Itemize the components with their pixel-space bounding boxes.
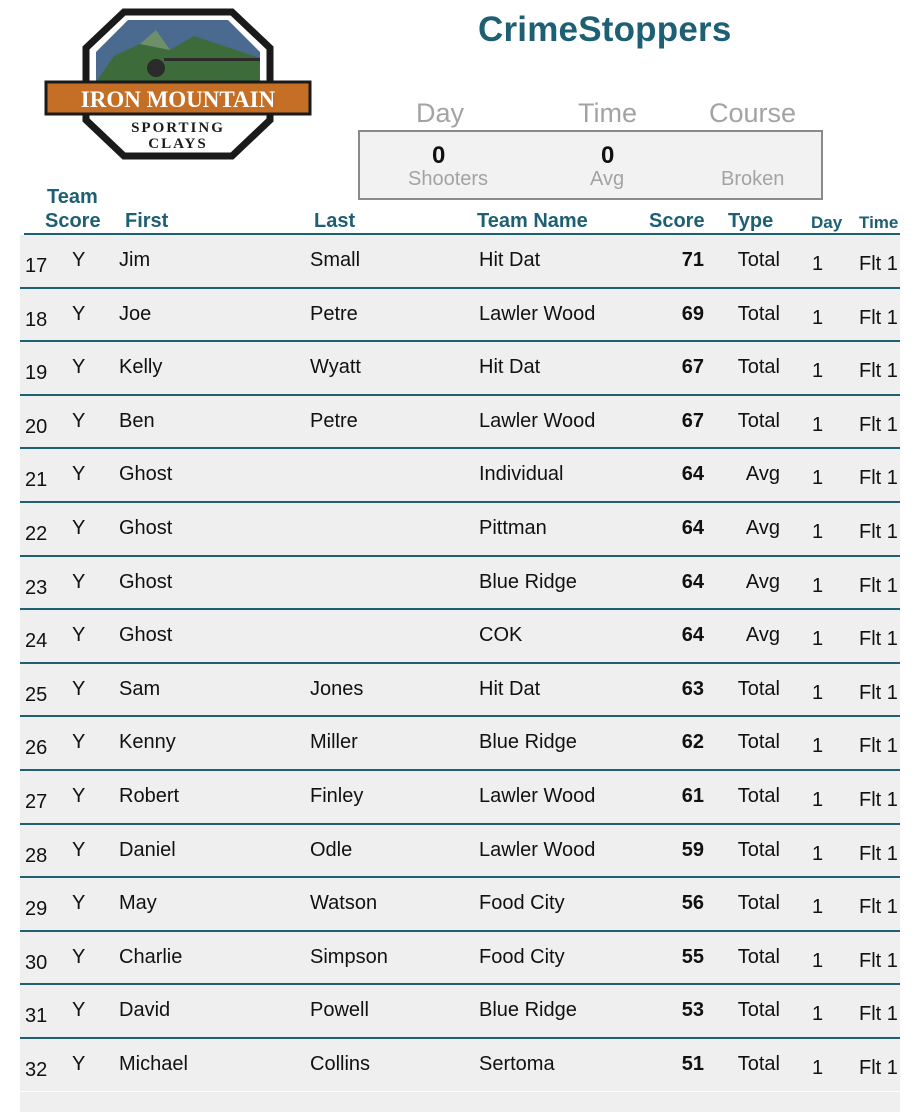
logo-subtitle-2: CLAYS (148, 136, 208, 152)
first-name-cell: Ben (119, 409, 155, 432)
team-name-cell: Lawler Wood (479, 302, 596, 325)
score-cell: 62 (681, 731, 704, 754)
first-name-cell: Ghost (119, 463, 173, 486)
table-row (20, 235, 900, 289)
time-cell: Flt 1 (859, 520, 898, 543)
first-name-cell: Kelly (119, 356, 163, 379)
team-score-cell: Y (72, 463, 86, 486)
rank-cell: 24 (25, 630, 48, 653)
time-cell: Flt 1 (859, 253, 898, 275)
team-score-cell: Y (72, 302, 86, 325)
first-name-cell: May (119, 892, 157, 915)
last-name-cell: Powell (310, 999, 369, 1022)
table-row (20, 449, 900, 503)
team-score-cell: Y (72, 249, 86, 271)
table-row (20, 664, 900, 718)
shooters-value: 0 (432, 142, 446, 169)
team-name-cell: Blue Ridge (479, 999, 577, 1022)
first-name-cell: Joe (119, 302, 152, 325)
type-cell: Total (737, 731, 780, 754)
last-name-cell: Petre (310, 302, 358, 325)
time-cell: Flt 1 (859, 949, 898, 972)
score-cell: 63 (681, 677, 704, 700)
score-cell: 64 (681, 463, 704, 486)
type-cell: Total (737, 784, 780, 807)
table-row (20, 610, 900, 664)
team-name-cell: Pittman (479, 516, 547, 539)
last-name-cell: Collins (310, 1052, 371, 1075)
day-cell: 1 (812, 788, 824, 811)
table-row (20, 289, 900, 343)
time-cell: Flt 1 (859, 681, 898, 704)
table-row (20, 771, 900, 825)
rank-cell: 17 (25, 255, 48, 277)
type-cell: Total (737, 677, 780, 700)
rank-cell: 31 (25, 1005, 48, 1028)
type-cell: Avg (745, 624, 780, 647)
first-name-cell: Jim (119, 249, 151, 271)
broken-label: Broken (721, 168, 785, 190)
header-team-score-line1: Team (47, 186, 98, 208)
avg-label: Avg (590, 168, 625, 190)
team-score-cell: Y (72, 677, 86, 700)
day-cell: 1 (812, 681, 824, 704)
last-name-cell: Petre (310, 409, 358, 432)
type-cell: Total (737, 838, 780, 861)
first-name-cell: David (119, 999, 171, 1022)
time-cell: Flt 1 (859, 413, 898, 436)
first-name-cell: Ghost (119, 570, 173, 593)
time-cell: Flt 1 (859, 360, 898, 383)
score-cell: 51 (681, 1052, 704, 1075)
type-cell: Avg (745, 463, 780, 486)
type-cell: Total (737, 302, 780, 325)
team-score-cell: Y (72, 731, 86, 754)
time-cell: Flt 1 (859, 574, 898, 597)
summary-course-label: Course (709, 98, 797, 128)
rank-cell: 26 (25, 737, 48, 760)
team-name-cell: Lawler Wood (479, 784, 596, 807)
table-continuation (20, 1092, 900, 1112)
type-cell: Total (737, 409, 780, 432)
last-name-cell: Simpson (310, 945, 388, 968)
first-name-cell: Ghost (119, 516, 173, 539)
score-cell: 67 (681, 356, 704, 379)
type-cell: Total (737, 945, 780, 968)
type-cell: Total (737, 1052, 780, 1075)
time-cell: Flt 1 (859, 628, 898, 651)
table-row (20, 1039, 900, 1091)
rank-cell: 18 (25, 308, 48, 331)
event-title: CrimeStoppers (478, 10, 732, 49)
table-row (20, 932, 900, 986)
team-name-cell: Hit Dat (479, 677, 541, 700)
type-cell: Total (737, 892, 780, 915)
type-cell: Total (737, 999, 780, 1022)
summary-box (358, 130, 823, 200)
team-score-cell: Y (72, 945, 86, 968)
day-cell: 1 (812, 413, 824, 436)
table-row (20, 396, 900, 450)
team-name-cell: Hit Dat (479, 249, 541, 271)
score-cell: 53 (681, 999, 704, 1022)
team-name-cell: Lawler Wood (479, 409, 596, 432)
team-name-cell: Hit Dat (479, 356, 541, 379)
table-row (20, 825, 900, 879)
last-name-cell: Small (310, 249, 361, 271)
rank-cell: 27 (25, 790, 48, 813)
score-cell: 55 (681, 945, 704, 968)
last-name-cell: Jones (310, 677, 364, 700)
type-cell: Total (737, 356, 780, 379)
team-score-cell: Y (72, 624, 86, 647)
last-name-cell: Odle (310, 838, 353, 861)
first-name-cell: Kenny (119, 731, 176, 754)
time-cell: Flt 1 (859, 735, 898, 758)
team-name-cell: Individual (479, 463, 564, 486)
logo-title: IRON MOUNTAIN (80, 87, 276, 112)
table-row (20, 342, 900, 396)
rank-cell: 23 (25, 576, 48, 599)
team-name-cell: COK (479, 624, 523, 647)
team-score-cell: Y (72, 570, 86, 593)
first-name-cell: Daniel (119, 838, 176, 861)
header-score: Score (649, 210, 705, 232)
team-score-cell: Y (72, 838, 86, 861)
rank-cell: 30 (25, 951, 48, 974)
time-cell: Flt 1 (859, 1003, 898, 1026)
summary-day-label: Day (416, 98, 465, 128)
rank-cell: 28 (25, 844, 48, 867)
first-name-cell: Michael (119, 1052, 188, 1075)
table-row (20, 503, 900, 557)
shooters-label: Shooters (408, 168, 489, 190)
table-row (20, 878, 900, 932)
avg-value: 0 (601, 142, 615, 169)
last-name-cell: Watson (310, 892, 378, 915)
type-cell: Avg (745, 516, 780, 539)
time-cell: Flt 1 (859, 788, 898, 811)
header-team-score-line2: Score (45, 210, 101, 232)
first-name-cell: Robert (119, 784, 180, 807)
rank-cell: 29 (25, 898, 48, 921)
type-cell: Total (737, 249, 780, 271)
rank-cell: 22 (25, 522, 48, 545)
first-name-cell: Ghost (119, 624, 173, 647)
rank-cell: 25 (25, 683, 48, 706)
table-row (20, 557, 900, 611)
score-cell: 64 (681, 570, 704, 593)
logo-subtitle-1: SPORTING (131, 120, 225, 136)
day-cell: 1 (812, 520, 824, 543)
team-name-cell: Blue Ridge (479, 731, 577, 754)
team-score-cell: Y (72, 356, 86, 379)
team-score-cell: Y (72, 1052, 86, 1075)
team-score-cell: Y (72, 784, 86, 807)
score-cell: 59 (681, 838, 704, 861)
rank-cell: 21 (25, 469, 48, 492)
day-cell: 1 (812, 1056, 824, 1079)
day-cell: 1 (812, 574, 824, 597)
last-name-cell: Wyatt (310, 356, 361, 379)
team-score-cell: Y (72, 999, 86, 1022)
day-cell: 1 (812, 467, 824, 490)
score-cell: 71 (681, 249, 704, 271)
first-name-cell: Charlie (119, 945, 183, 968)
last-name-cell: Miller (310, 731, 358, 754)
header-time: Time (859, 213, 899, 232)
time-cell: Flt 1 (859, 896, 898, 919)
rank-cell: 19 (25, 362, 48, 385)
rank-cell: 32 (25, 1058, 48, 1081)
rank-cell: 20 (25, 415, 48, 438)
score-cell: 69 (681, 302, 704, 325)
day-cell: 1 (812, 842, 824, 865)
score-cell: 67 (681, 409, 704, 432)
team-score-cell: Y (72, 516, 86, 539)
score-cell: 61 (681, 784, 704, 807)
header-last: Last (314, 210, 356, 232)
table-row (20, 985, 900, 1039)
time-cell: Flt 1 (859, 306, 898, 329)
header-team-name: Team Name (477, 210, 588, 232)
time-cell: Flt 1 (859, 842, 898, 865)
time-cell: Flt 1 (859, 1056, 898, 1079)
time-cell: Flt 1 (859, 467, 898, 490)
score-cell: 64 (681, 624, 704, 647)
day-cell: 1 (812, 360, 824, 383)
team-name-cell: Food City (479, 945, 565, 968)
day-cell: 1 (812, 253, 824, 275)
first-name-cell: Sam (119, 677, 161, 700)
day-cell: 1 (812, 949, 824, 972)
header-day: Day (811, 213, 843, 232)
team-name-cell: Lawler Wood (479, 838, 596, 861)
day-cell: 1 (812, 1003, 824, 1026)
results-table (20, 235, 900, 1091)
team-name-cell: Food City (479, 892, 565, 915)
score-cell: 64 (681, 516, 704, 539)
table-row (20, 717, 900, 771)
header-type: Type (728, 210, 774, 232)
day-cell: 1 (812, 306, 824, 329)
day-cell: 1 (812, 896, 824, 919)
summary-time-label: Time (578, 98, 637, 128)
team-score-cell: Y (72, 892, 86, 915)
score-cell: 56 (681, 892, 704, 915)
type-cell: Avg (745, 570, 780, 593)
iron-mountain-logo (44, 8, 312, 160)
team-name-cell: Sertoma (479, 1052, 555, 1075)
day-cell: 1 (812, 735, 824, 758)
day-cell: 1 (812, 628, 824, 651)
header-first: First (125, 210, 169, 232)
last-name-cell: Finley (310, 784, 364, 807)
team-name-cell: Blue Ridge (479, 570, 577, 593)
team-score-cell: Y (72, 409, 86, 432)
